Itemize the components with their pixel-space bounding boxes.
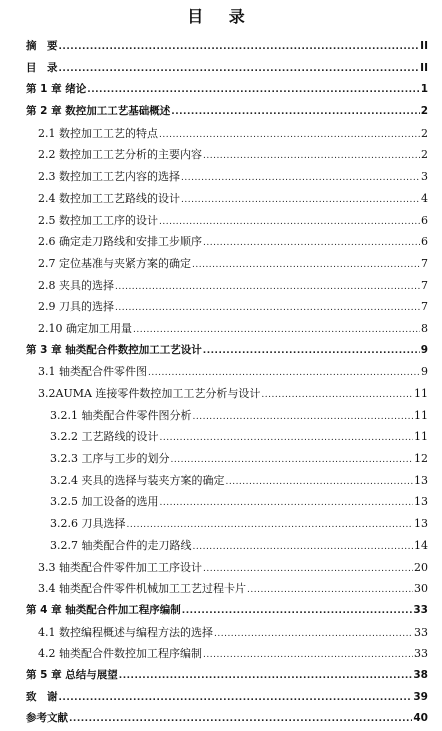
toc-entry-title: 3.2.1 轴类配合件零件图分析 xyxy=(50,408,192,422)
toc-entry-title: 第 3 章 轴类配合件数控加工工艺设计 xyxy=(26,343,202,356)
toc-entry-page: 13 xyxy=(414,495,428,509)
toc-leader-dots xyxy=(160,428,414,450)
table-of-contents xyxy=(26,36,428,730)
toc-entry[interactable] xyxy=(26,275,428,297)
toc-entry[interactable] xyxy=(26,513,428,535)
toc-leader-dots xyxy=(115,277,420,299)
toc-entry-page: 13 xyxy=(414,517,428,531)
toc-entry[interactable] xyxy=(26,58,428,80)
toc-entry-title: 2.10 确定加工用量 xyxy=(38,321,132,335)
toc-entry[interactable] xyxy=(26,578,428,600)
toc-entry[interactable] xyxy=(26,622,428,644)
toc-entry[interactable] xyxy=(26,491,428,513)
toc-entry[interactable] xyxy=(26,123,428,145)
toc-entry-page: 20 xyxy=(414,560,428,574)
toc-leader-dots xyxy=(181,168,420,190)
toc-entry-page: II xyxy=(420,61,428,74)
toc-entry-page: 11 xyxy=(414,387,428,400)
toc-leader-dots xyxy=(160,493,414,515)
toc-entry-title: 3.4 轴类配合件零件机械加工工艺过程卡片 xyxy=(38,582,246,596)
toc-entry-title: 3.2.6 刀具选择 xyxy=(50,517,126,531)
toc-leader-dots xyxy=(159,125,420,147)
toc-entry-title: 2.1 数控加工工艺的特点 xyxy=(38,126,158,140)
toc-entry-title: 2.8 夹具的选择 xyxy=(38,278,114,292)
toc-entry-page: 2 xyxy=(421,126,428,140)
toc-leader-dots xyxy=(203,146,420,168)
toc-entry-page: 11 xyxy=(414,430,428,444)
toc-entry-title: 2.7 定位基准与夹紧方案的确定 xyxy=(38,256,191,270)
toc-entry-title: 目 录 xyxy=(26,61,58,74)
toc-entry[interactable] xyxy=(26,361,428,383)
toc-leader-dots xyxy=(181,190,420,212)
toc-leader-dots xyxy=(247,580,413,602)
toc-entry-title: 第 2 章 数控加工工艺基础概述 xyxy=(26,105,171,118)
toc-leader-dots xyxy=(193,407,414,429)
toc-entry-title: 3.2.4 夹具的选择与装夹方案的确定 xyxy=(50,473,225,487)
toc-entry[interactable] xyxy=(26,101,428,123)
toc-entry-title: 摘 要 xyxy=(26,40,58,52)
toc-entry-page: 11 xyxy=(414,408,428,422)
toc-entry[interactable] xyxy=(26,144,428,166)
toc-entry-page: 6 xyxy=(421,213,428,227)
toc-entry[interactable] xyxy=(26,340,428,362)
toc-entry-page: II xyxy=(420,40,428,52)
toc-leader-dots xyxy=(225,472,413,494)
toc-leader-dots xyxy=(193,537,414,559)
toc-entry-title: 3.3 轴类配合件零件加工工序设计 xyxy=(38,560,202,574)
toc-entry-page: 40 xyxy=(413,712,428,725)
toc-entry-title: 3.2AUMA 连接零件数控加工工艺分析与设计 xyxy=(38,387,261,400)
toc-leader-dots xyxy=(171,102,419,124)
toc-leader-dots xyxy=(203,341,420,363)
toc-entry[interactable] xyxy=(26,405,428,427)
toc-entry-title: 致 谢 xyxy=(26,690,58,703)
toc-entry-page: 9 xyxy=(420,343,428,356)
toc-entry-page: 7 xyxy=(421,256,428,270)
toc-entry-page: 3 xyxy=(421,170,428,184)
toc-leader-dots xyxy=(115,298,420,320)
toc-leader-dots xyxy=(159,212,420,234)
toc-leader-dots xyxy=(59,59,420,81)
toc-leader-dots xyxy=(148,363,420,385)
toc-entry[interactable] xyxy=(26,210,428,232)
toc-entry-title: 2.5 数控加工工序的设计 xyxy=(38,213,158,227)
toc-entry-title: 2.3 数控加工工艺内容的选择 xyxy=(38,170,180,184)
toc-entry[interactable] xyxy=(26,687,428,709)
toc-entry[interactable] xyxy=(26,188,428,210)
toc-leader-dots xyxy=(87,80,419,102)
toc-leader-dots xyxy=(203,233,420,255)
toc-leader-dots xyxy=(59,37,420,59)
toc-entry-title: 3.2.2 工艺路线的设计 xyxy=(50,430,159,444)
toc-entry-page: 8 xyxy=(421,321,428,335)
toc-entry[interactable] xyxy=(26,535,428,557)
toc-entry-title: 第 4 章 轴类配合件加工程序编制 xyxy=(26,603,181,616)
toc-entry[interactable] xyxy=(26,36,428,58)
toc-entry-page: 33 xyxy=(414,625,428,639)
toc-entry[interactable] xyxy=(26,470,428,492)
toc-entry[interactable] xyxy=(26,318,428,340)
toc-entry-page: 7 xyxy=(421,300,428,314)
toc-entry-title: 3.2.7 轴类配合件的走刀路线 xyxy=(50,538,192,552)
toc-leader-dots xyxy=(69,709,412,731)
toc-entry-page: 39 xyxy=(413,690,428,703)
toc-entry[interactable] xyxy=(26,448,428,470)
toc-entry[interactable] xyxy=(26,383,428,405)
toc-leader-dots xyxy=(171,450,414,472)
toc-entry[interactable] xyxy=(26,665,428,687)
toc-leader-dots xyxy=(261,385,413,407)
toc-entry-page: 30 xyxy=(414,582,428,596)
toc-entry-page: 33 xyxy=(414,647,428,661)
toc-entry[interactable] xyxy=(26,253,428,275)
toc-entry[interactable] xyxy=(26,643,428,665)
toc-entry-page: 4 xyxy=(421,191,428,205)
toc-entry-title: 4.2 轴类配合件数控加工程序编制 xyxy=(38,647,202,661)
toc-leader-dots xyxy=(203,559,413,581)
toc-entry-title: 3.2.5 加工设备的选用 xyxy=(50,495,159,509)
toc-entry-title: 2.4 数控加工工艺路线的设计 xyxy=(38,191,180,205)
toc-entry-page: 14 xyxy=(414,538,428,552)
toc-entry[interactable] xyxy=(26,166,428,188)
toc-entry[interactable] xyxy=(26,600,428,622)
toc-leader-dots xyxy=(119,666,413,688)
toc-leader-dots xyxy=(127,515,414,537)
toc-entry[interactable] xyxy=(26,231,428,253)
toc-leader-dots xyxy=(59,688,413,710)
toc-entry[interactable] xyxy=(26,296,428,318)
toc-entry[interactable] xyxy=(26,79,428,101)
toc-entry-title: 2.6 确定走刀路线和安排工步顺序 xyxy=(38,235,202,249)
toc-entry-page: 33 xyxy=(413,603,428,616)
toc-leader-dots xyxy=(182,601,413,623)
toc-entry-title: 第 1 章 绪论 xyxy=(26,83,87,96)
toc-entry-title: 2.2 数控加工工艺分析的主要内容 xyxy=(38,148,202,162)
toc-leader-dots xyxy=(214,624,413,646)
toc-entry[interactable] xyxy=(26,426,428,448)
toc-entry-title: 2.9 刀具的选择 xyxy=(38,300,114,314)
toc-leader-dots xyxy=(192,255,420,277)
toc-entry-page: 7 xyxy=(421,278,428,292)
toc-entry-page: 1 xyxy=(420,83,428,96)
toc-entry-page: 2 xyxy=(421,148,428,162)
toc-entry-page: 12 xyxy=(414,452,428,466)
toc-entry-page: 9 xyxy=(421,365,428,379)
toc-entry-title: 4.1 数控编程概述与编程方法的选择 xyxy=(38,625,213,639)
toc-entry-title: 3.1 轴类配合件零件图 xyxy=(38,365,147,379)
toc-entry-title: 3.2.3 工序与工步的划分 xyxy=(50,452,170,466)
toc-entry[interactable] xyxy=(26,557,428,579)
toc-entry[interactable] xyxy=(26,708,428,730)
toc-entry-page: 6 xyxy=(421,235,428,249)
toc-entry-page: 38 xyxy=(413,668,428,681)
page-title: 目 录 xyxy=(187,7,255,26)
toc-entry-title: 第 5 章 总结与展望 xyxy=(26,668,118,681)
toc-entry-page: 13 xyxy=(414,473,428,487)
toc-entry-title: 参考文献 xyxy=(26,712,68,725)
toc-entry-page: 2 xyxy=(420,105,428,118)
toc-leader-dots xyxy=(133,320,420,342)
